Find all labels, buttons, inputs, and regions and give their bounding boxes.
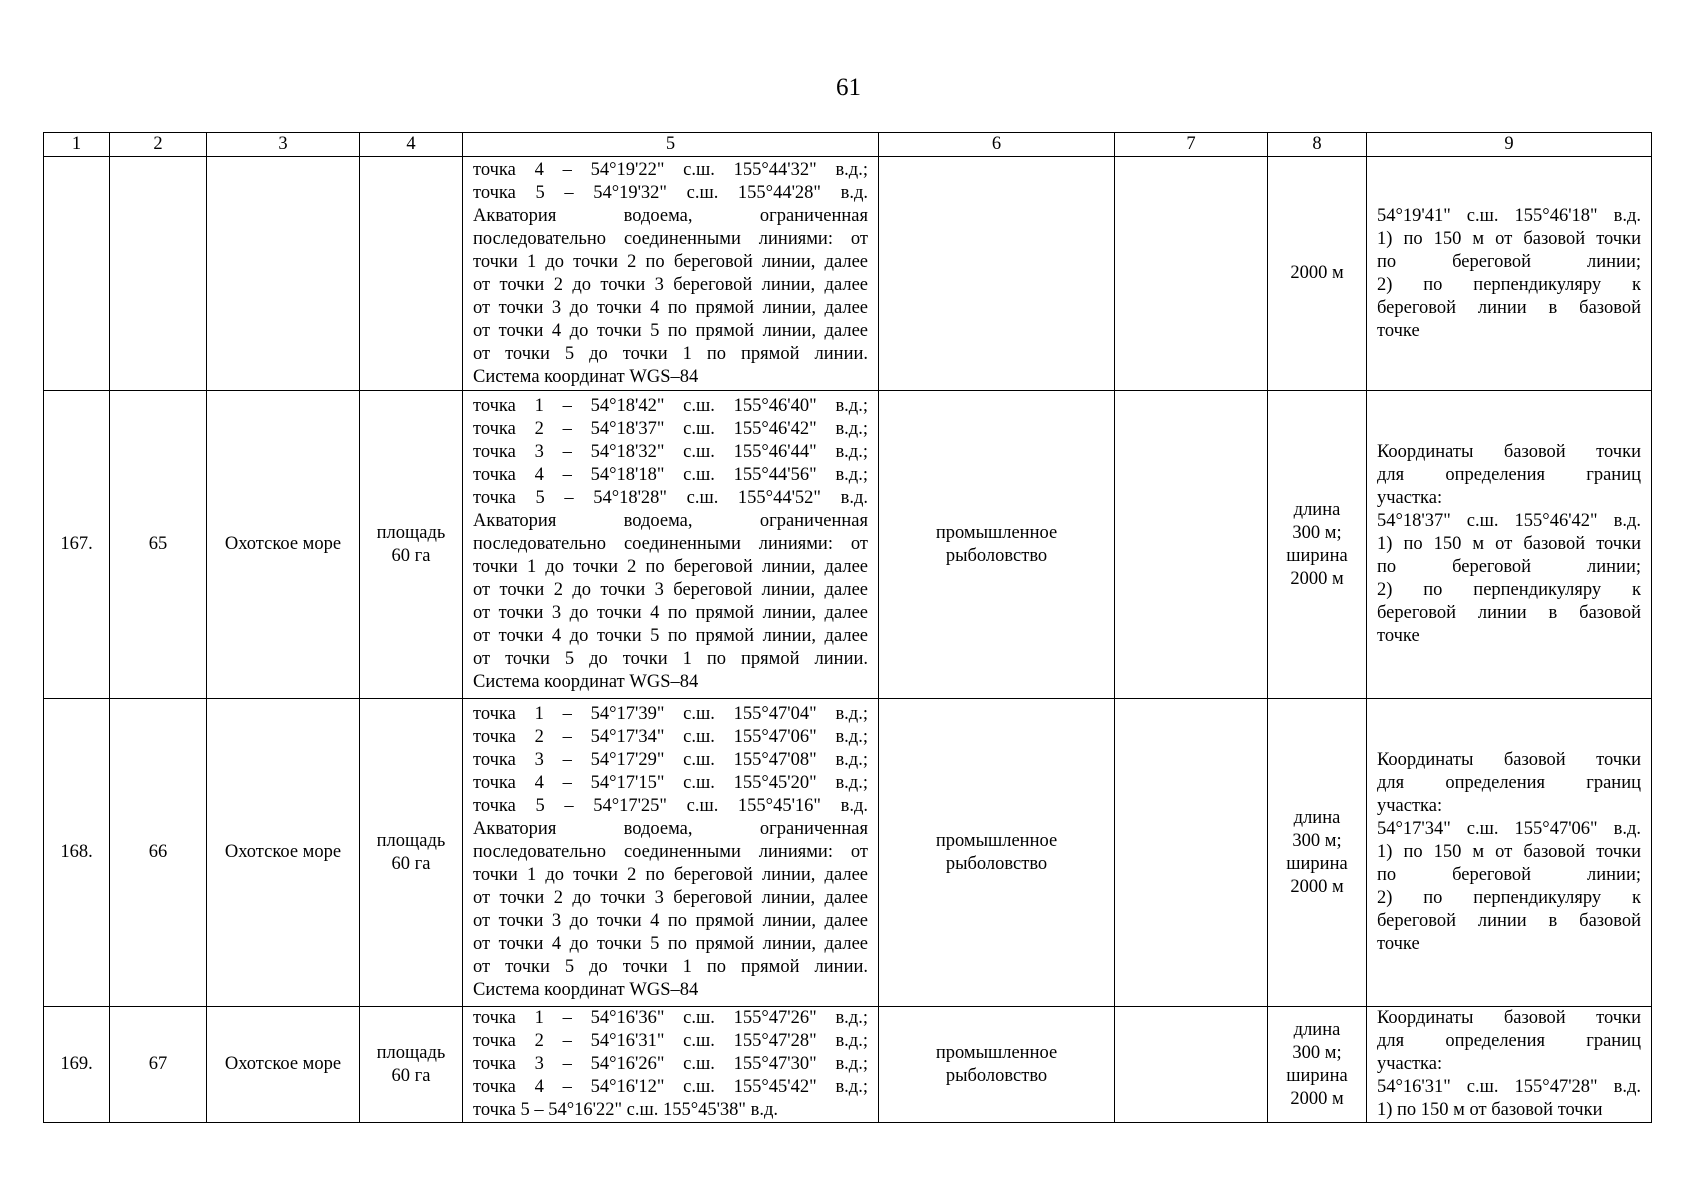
boundary-coordinates-cell-line: точка 5 – 54°19'32" с.ш. 155°44'28" в.д. xyxy=(473,182,868,203)
area-size-cell xyxy=(360,157,463,391)
base-point-cell-line: по береговой линии; xyxy=(1377,865,1641,885)
table-row xyxy=(44,391,1652,699)
dimensions-cell xyxy=(1268,157,1367,391)
base-point-cell-line: участка: xyxy=(1377,796,1443,816)
base-point-cell-line: точке xyxy=(1377,626,1420,646)
base-point-cell-line: 54°17'34" с.ш. 155°47'06" в.д. xyxy=(1377,819,1641,839)
extra-cell xyxy=(1115,1007,1268,1123)
boundary-coordinates-cell xyxy=(463,157,879,391)
boundary-coordinates-cell-line: точка 4 – 54°17'15" с.ш. 155°45'20" в.д.; xyxy=(473,773,868,793)
dimensions-cell-line: 300 м; xyxy=(1292,830,1342,851)
base-point-cell-line: 1) по 150 м от базовой точки xyxy=(1377,534,1641,554)
column-header-9: 9 xyxy=(1367,133,1652,157)
header-row xyxy=(44,133,1652,157)
boundary-coordinates-cell xyxy=(463,699,879,1007)
base-point-cell xyxy=(1367,1007,1652,1123)
base-point-cell-line: 1) по 150 м от базовой точки xyxy=(1377,842,1641,862)
page-number: 61 xyxy=(836,74,861,101)
area-number-cell xyxy=(110,157,207,391)
boundary-coordinates-cell-line: точка 4 – 54°16'12" с.ш. 155°45'42" в.д.; xyxy=(473,1077,868,1097)
extra-cell xyxy=(1115,157,1268,391)
boundary-coordinates-cell-line: от точки 4 до точки 5 по прямой линии, далее xyxy=(473,934,868,954)
boundary-coordinates-cell-line: точки 1 до точки 2 по береговой линии, далее xyxy=(473,557,868,577)
boundary-coordinates-cell-line: Акватория водоема, ограниченная xyxy=(473,819,868,839)
base-point-cell-line: береговой линии в базовой xyxy=(1377,603,1641,623)
boundary-coordinates-cell-line: точка 3 – 54°18'32" с.ш. 155°46'44" в.д.; xyxy=(473,442,868,462)
boundary-coordinates-cell-line: последовательно соединенными линиями: от xyxy=(473,534,868,554)
purpose-cell-line: рыболовство xyxy=(945,853,1048,874)
boundary-coordinates-cell-line: точка 3 – 54°16'26" с.ш. 155°47'30" в.д.; xyxy=(473,1054,868,1074)
boundary-coordinates-cell-line: точка 2 – 54°18'37" с.ш. 155°46'42" в.д.; xyxy=(473,419,868,439)
water-body-cell: Охотское море xyxy=(207,699,360,1007)
base-point-cell-line: точке xyxy=(1377,934,1420,954)
boundary-coordinates-cell-line: точка 3 – 54°17'29" с.ш. 155°47'08" в.д.; xyxy=(473,750,868,770)
boundary-coordinates-cell-line: точки 1 до точки 2 по береговой линии, далее xyxy=(473,251,868,272)
boundary-coordinates-cell-line: точка 1 – 54°16'36" с.ш. 155°47'26" в.д.; xyxy=(473,1008,868,1028)
purpose-cell-line: промышленное xyxy=(935,830,1058,851)
row-number-cell: 168. xyxy=(44,699,110,1007)
area-size-cell-line: 60 га xyxy=(391,545,431,566)
base-point-cell-line: береговой линии в базовой xyxy=(1377,297,1641,318)
dimensions-cell-line: длина xyxy=(1293,807,1341,828)
dimensions-cell-line: 300 м; xyxy=(1292,1042,1342,1063)
area-size-cell-line: 60 га xyxy=(391,1065,431,1086)
purpose-cell xyxy=(879,699,1115,1007)
dimensions-cell-line: длина xyxy=(1293,499,1341,520)
base-point-cell xyxy=(1367,391,1652,699)
column-header-2: 2 xyxy=(110,133,207,157)
boundary-coordinates-cell-line: последовательно соединенными линиями: от xyxy=(473,228,868,249)
boundary-coordinates-cell-line: точка 2 – 54°16'31" с.ш. 155°47'28" в.д.; xyxy=(473,1031,868,1051)
base-point-cell-line: участка: xyxy=(1377,488,1443,508)
base-point-cell-line: для определения границ xyxy=(1377,773,1641,793)
boundary-coordinates-cell-line: точка 4 – 54°18'18" с.ш. 155°44'56" в.д.; xyxy=(473,465,868,485)
boundary-coordinates-cell-line: Система координат WGS–84 xyxy=(473,672,699,692)
boundary-coordinates-cell-line: Система координат WGS–84 xyxy=(473,980,699,1000)
boundary-coordinates-cell-line: точка 1 – 54°18'42" с.ш. 155°46'40" в.д.; xyxy=(473,396,868,416)
dimensions-cell-line: 2000 м xyxy=(1290,1088,1344,1109)
base-point-cell-line: по береговой линии; xyxy=(1377,251,1641,272)
area-number-cell: 67 xyxy=(110,1007,207,1123)
boundary-coordinates-cell-line: от точки 4 до точки 5 по прямой линии, далее xyxy=(473,320,868,341)
boundary-coordinates-cell-line: точки 1 до точки 2 по береговой линии, далее xyxy=(473,865,868,885)
boundary-coordinates-cell-line: Акватория водоема, ограниченная xyxy=(473,205,868,226)
boundary-coordinates-cell-line: последовательно соединенными линиями: от xyxy=(473,842,868,862)
dimensions-cell xyxy=(1268,391,1367,699)
base-point-cell-line: для определения границ xyxy=(1377,465,1641,485)
boundary-coordinates-cell-line: от точки 2 до точки 3 береговой линии, далее xyxy=(473,274,868,295)
base-point-cell-line: 1) по 150 м от базовой точки xyxy=(1377,1100,1603,1120)
area-size-cell-line: 60 га xyxy=(391,853,431,874)
boundary-coordinates-cell-line: от точки 5 до точки 1 по прямой линии. xyxy=(473,649,868,669)
row-number-cell: 169. xyxy=(44,1007,110,1123)
base-point-cell-line: 54°18'37" с.ш. 155°46'42" в.д. xyxy=(1377,511,1641,531)
purpose-cell xyxy=(879,1007,1115,1123)
boundary-coordinates-cell-line: от точки 3 до точки 4 по прямой линии, далее xyxy=(473,603,868,623)
boundary-coordinates-cell-line: от точки 5 до точки 1 по прямой линии. xyxy=(473,343,868,364)
base-point-cell-line: по береговой линии; xyxy=(1377,557,1641,577)
boundary-coordinates-cell-line: от точки 3 до точки 4 по прямой линии, далее xyxy=(473,911,868,931)
area-size-cell-line: площадь xyxy=(376,522,446,543)
boundary-coordinates-cell-line: точка 5 – 54°17'25" с.ш. 155°45'16" в.д. xyxy=(473,796,868,816)
boundary-coordinates-cell-line: от точки 5 до точки 1 по прямой линии. xyxy=(473,957,868,977)
column-header-4: 4 xyxy=(360,133,463,157)
row-number-cell xyxy=(44,157,110,391)
purpose-cell-line: промышленное xyxy=(935,1042,1058,1063)
water-body-cell: Охотское море xyxy=(207,391,360,699)
dimensions-cell xyxy=(1268,699,1367,1007)
dimensions-cell-line: 2000 м xyxy=(1290,263,1344,283)
purpose-cell-line: рыболовство xyxy=(945,545,1048,566)
base-point-cell-line: Координаты базовой точки xyxy=(1377,442,1641,462)
area-size-cell xyxy=(360,391,463,699)
base-point-cell-line: 2) по перпендикуляру к xyxy=(1377,888,1641,908)
table-row xyxy=(44,157,1652,391)
dimensions-cell-line: ширина xyxy=(1286,853,1348,874)
area-size-cell xyxy=(360,699,463,1007)
boundary-coordinates-cell-line: точка 5 – 54°18'28" с.ш. 155°44'52" в.д. xyxy=(473,488,868,508)
boundary-coordinates-cell-line: от точки 2 до точки 3 береговой линии, далее xyxy=(473,888,868,908)
dimensions-cell-line: ширина xyxy=(1286,545,1348,566)
dimensions-cell-line: 300 м; xyxy=(1292,522,1342,543)
base-point-cell-line: 2) по перпендикуляру к xyxy=(1377,274,1641,295)
base-point-cell xyxy=(1367,157,1652,391)
boundary-coordinates-cell xyxy=(463,1007,879,1123)
column-header-6: 6 xyxy=(879,133,1115,157)
water-body-cell xyxy=(207,157,360,391)
base-point-cell-line: 54°19'41" с.ш. 155°46'18" в.д. xyxy=(1377,205,1641,226)
extra-cell xyxy=(1115,391,1268,699)
dimensions-cell-line: длина xyxy=(1293,1019,1341,1040)
boundary-coordinates-cell-line: точка 5 – 54°16'22" с.ш. 155°45'38" в.д. xyxy=(473,1100,779,1120)
base-point-cell xyxy=(1367,699,1652,1007)
boundary-coordinates-cell-line: от точки 4 до точки 5 по прямой линии, далее xyxy=(473,626,868,646)
boundary-coordinates-cell-line: Система координат WGS–84 xyxy=(473,366,699,387)
boundary-coordinates-cell-line: от точки 2 до точки 3 береговой линии, далее xyxy=(473,580,868,600)
base-point-cell-line: береговой линии в базовой xyxy=(1377,911,1641,931)
purpose-cell-line: рыболовство xyxy=(945,1065,1048,1086)
water-body-cell: Охотское море xyxy=(207,1007,360,1123)
base-point-cell-line: участка: xyxy=(1377,1054,1443,1074)
area-size-cell-line: площадь xyxy=(376,830,446,851)
area-size-cell-line: площадь xyxy=(376,1042,446,1063)
base-point-cell-line: 2) по перпендикуляру к xyxy=(1377,580,1641,600)
dimensions-cell-line: 2000 м xyxy=(1290,876,1344,897)
boundary-coordinates-cell-line: точка 1 – 54°17'39" с.ш. 155°47'04" в.д.; xyxy=(473,704,868,724)
column-header-8: 8 xyxy=(1268,133,1367,157)
base-point-cell-line: 1) по 150 м от базовой точки xyxy=(1377,228,1641,249)
area-size-cell xyxy=(360,1007,463,1123)
base-point-cell-line: Координаты базовой точки xyxy=(1377,1008,1641,1028)
column-header-1: 1 xyxy=(44,133,110,157)
column-header-7: 7 xyxy=(1115,133,1268,157)
boundary-coordinates-cell-line: точка 2 – 54°17'34" с.ш. 155°47'06" в.д.; xyxy=(473,727,868,747)
area-number-cell: 65 xyxy=(110,391,207,699)
purpose-cell xyxy=(879,391,1115,699)
fishing-areas-table xyxy=(43,132,1652,1123)
column-header-3: 3 xyxy=(207,133,360,157)
purpose-cell-line: промышленное xyxy=(935,522,1058,543)
boundary-coordinates-cell-line: Акватория водоема, ограниченная xyxy=(473,511,868,531)
dimensions-cell-line: ширина xyxy=(1286,1065,1348,1086)
table-row xyxy=(44,699,1652,1007)
boundary-coordinates-cell-line: точка 4 – 54°19'22" с.ш. 155°44'32" в.д.; xyxy=(473,159,868,180)
area-number-cell: 66 xyxy=(110,699,207,1007)
column-header-5: 5 xyxy=(463,133,879,157)
base-point-cell-line: 54°16'31" с.ш. 155°47'28" в.д. xyxy=(1377,1077,1641,1097)
boundary-coordinates-cell-line: от точки 3 до точки 4 по прямой линии, далее xyxy=(473,297,868,318)
row-number-cell: 167. xyxy=(44,391,110,699)
table-row xyxy=(44,1007,1652,1123)
base-point-cell-line: Координаты базовой точки xyxy=(1377,750,1641,770)
purpose-cell xyxy=(879,157,1115,391)
base-point-cell-line: для определения границ xyxy=(1377,1031,1641,1051)
base-point-cell-line: точке xyxy=(1377,320,1420,341)
extra-cell xyxy=(1115,699,1268,1007)
dimensions-cell xyxy=(1268,1007,1367,1123)
dimensions-cell-line: 2000 м xyxy=(1290,568,1344,589)
boundary-coordinates-cell xyxy=(463,391,879,699)
